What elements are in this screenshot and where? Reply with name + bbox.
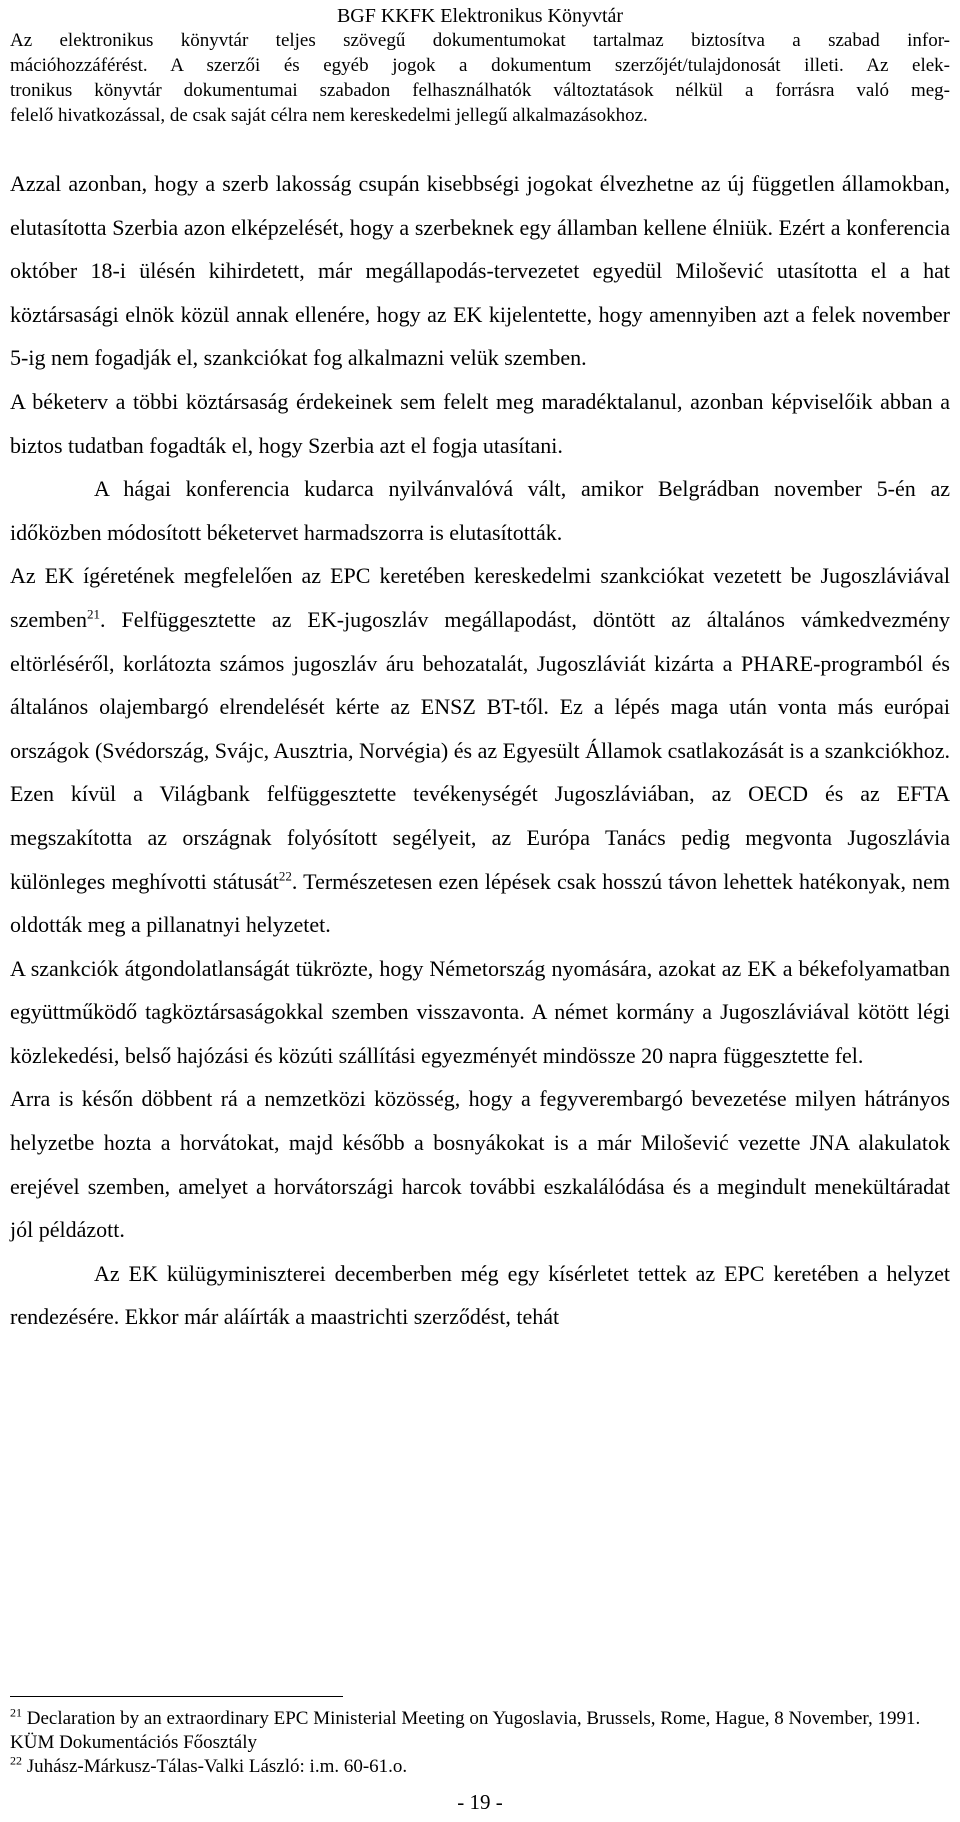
paragraph: A béketerv a többi köztársaság érdekeinek sem felelt meg maradéktalanul, azonban képviselőik abban a biztos tudatban fogadták el, hogy Szerbia azt el fogja utasítani. [10,388,950,458]
page-number: - 19 - [457,1790,503,1814]
footnote-number: 21 [10,1705,22,1720]
paragraph: Azzal azonban, hogy a szerb lakosság csupán kisebbségi jogokat élvezhetne az új független államokban, elutasította Szerbia azon elképzelését, hogy a szerbeknek egy államban kellene élniük. Ezért a konferencia október 18-i ülésén kihirdetett, már megállapodás-tervezetet egyedül Milošević utasította el a hat köztársasági elnök közül annak ellenére, hogy az EK kijelentette, hogy amennyiben azt a felek november 5-ig nem fogadják el, szankciókat fog alkalmazni velük szemben. [10,171,950,371]
paragraph-text: . Felfüggesztette az EK-jugoszláv megállapodást, döntött az általános vámkedvezmény eltörléséről, korlátozta számos jugoszláv áru behozatalát, Jugoszláviát kizárta a PHARE-programból és általános olajembargó elrendelését kérte az ENSZ BT-től. Ez a lépés maga után vonta más európai országok (Svédország, Svájc, Ausztria, Norvégia) és az Egyesült Államok csatlakozását is a szankciókhoz. Ezen kívül a Világbank felfüggesztette tevékenységét Jugoszláviában, az OECD és az EFTA megszakította az országnak folyósított segélyeit, az Európa Tanács pedig megvonta Jugoszlávia különleges meghívotti státusát [10,606,950,894]
notice-line: mációhozzáférést. A szerzői és egyéb jogok a dokumentum szerzőjét/tulajdonosát illeti. Az elek- [10,55,950,76]
footnote-number: 22 [10,1753,22,1768]
main-text [10,162,950,1339]
library-title: BGF KKFK Elektronikus Könyvtár [336,5,624,27]
paragraph: Arra is későn döbbent rá a nemzetközi közösség, hogy a fegyverembargó bevezetése milyen hátrányos helyzetbe hozta a horvátokat, majd később a bosnyákokat is a már Milošević vezette JNA alakulatok erejével szemben, amelyet a horvátországi harcok további eszkalálódása és a megindult menekültáradat jól példázott. [10,1086,950,1243]
paragraph: A hágai konferencia kudarca nyilvánvalóvá vált, amikor Belgrádban november 5-én az időközben módosított béketervet harmadszorra is elutasították. [10,476,950,545]
footnote-text: Juhász-Márkusz-Tálas-Valki László: i.m. 60-61.o. [22,1756,408,1777]
notice-line: felelő hivatkozással, de csak saját célra nem kereskedelmi jellegű alkalmazásokhoz. [10,105,648,126]
paragraph: Az EK külügyminiszterei decemberben még egy kísérletet tettek az EPC keretében a helyzet rendezésére. Ekkor már aláírták a maastrichti szerződést, tehát [10,1260,950,1330]
footnote [10,1707,950,1755]
footnote-ref: 22 [278,868,292,884]
copyright-notice [10,28,950,128]
paragraph: A szankciók átgondolatlanságát tükrözte, hogy Németország nyomására, azokat az EK a békefolyamatban együttműködő tagköztársaságokkal szemben visszavonta. A német kormány a Jugoszláviával kötött légi közlekedési, belső hajózási és közúti szállítási egyezményét mindössze 20 napra függesztette fel. [10,955,950,1068]
footnote-divider [10,1696,343,1697]
paragraph-text: Az EK ígéretének megfelelően az EPC keretében kereskedelmi szankciókat vezetett be Jugoszláviával szemben [10,563,950,632]
footnotes [10,1707,950,1779]
paragraph [10,554,950,946]
footnote-ref: 21 [86,606,100,622]
paragraph-text: . Természetesen ezen lépések csak hosszú távon lehettek hatékonyak, nem oldották meg a pillanatnyi helyzetet. [10,868,950,938]
notice-line: tronikus könyvtár dokumentumai szabadon felhasználhatók változtatások nélkül a forrásra való meg- [10,80,950,101]
notice-line: Az elektronikus könyvtár teljes szövegű dokumentumokat tartalmaz biztosítva a szabad infor- [10,30,950,51]
page-header [10,4,950,128]
footnote-text: Declaration by an extraordinary EPC Ministerial Meeting on Yugoslavia, Brussels, Rome, Hague, 8 November, 1991. KÜM Dokumentációs Főosztály [10,1708,921,1753]
footnote [10,1755,950,1779]
